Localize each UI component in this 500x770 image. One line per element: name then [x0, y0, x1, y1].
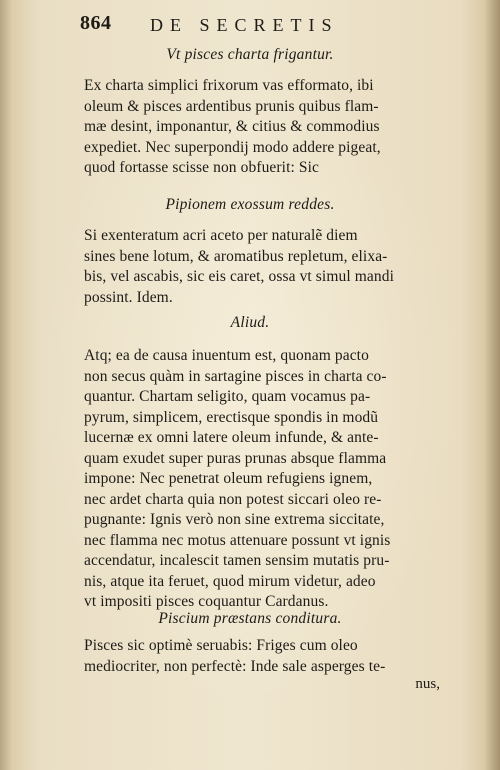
- text-line: nec flamma nec motus attenuare possunt vt ignis: [84, 531, 391, 549]
- section-heading: Aliud.: [230, 314, 270, 331]
- text-line: lucernæ ex omni latere oleum infunde, & ante-: [84, 429, 379, 446]
- text-line: pugnante: Ignis verò non sine extrema siccitate,: [84, 511, 385, 528]
- paragraph: [84, 346, 444, 613]
- text-line: possint. Idem.: [84, 288, 173, 306]
- section-heading: Piscium præstans conditura.: [158, 610, 342, 627]
- text-line: pyrum, simplicem, erectisque spondis in modũ: [84, 408, 379, 426]
- running-head: [80, 12, 465, 38]
- text-line: Atq; ea de causa inuentum est, quonam pacto: [84, 347, 369, 364]
- text-line: oleum & pisces ardentibus prunis quibus flam-: [84, 97, 379, 115]
- paragraph: [84, 76, 444, 179]
- text-line: quantur. Chartam seligito, quam vocamus pa-: [84, 388, 371, 405]
- text-line: vt impositi pisces coquantur Cardanus.: [84, 593, 329, 610]
- paragraph: [84, 636, 444, 677]
- section-heading: Vt pisces charta frigantur.: [166, 46, 334, 63]
- text-line: mæ desint, imponantur, & citius & commodius: [84, 118, 380, 135]
- page-edge-shadow: [484, 0, 500, 770]
- text-line: bis, vel ascabis, sic eis caret, ossa vt simul mandi: [84, 268, 394, 285]
- section-heading: Pipionem exossum reddes.: [165, 196, 335, 213]
- text-line: Ex charta simplici frixorum vas efformato, ibi: [84, 77, 374, 94]
- text-line: quod fortasse scisse non obfuerit: Sic: [84, 159, 319, 176]
- catchword: nus,: [415, 676, 440, 692]
- text-line: nec ardet charta quia non potest siccari oleo re-: [84, 490, 382, 508]
- text-line: Pisces sic optimè seruabis: Friges cum oleo: [84, 637, 358, 654]
- text-line: sines bene lotum, & aromatibus repletum, elixa-: [84, 247, 388, 265]
- text-line: quam exudet super puras prunas absque flamma: [84, 449, 387, 467]
- text-line: non secus quàm in sartagine pisces in charta co-: [84, 367, 387, 385]
- text-line: impone: Nec penetrat oleum refugiens ignem,: [84, 470, 373, 487]
- paragraph: [84, 226, 444, 308]
- text-line: accendatur, incalescit tamen sensim mutatis pru-: [84, 552, 390, 569]
- text-line: mediocriter, non perfectè: Inde sale asperges te-: [84, 657, 386, 675]
- text-line: Si exenteratum acri aceto per naturalẽ diem: [84, 227, 358, 244]
- text-line: nis, atque ita feruet, quod mirum videtur, adeo: [84, 572, 376, 590]
- text-line: expediet. Nec superpondij modo addere pigeat,: [84, 138, 381, 156]
- page-number: 864: [80, 12, 112, 34]
- page-gutter-shadow: [0, 0, 12, 770]
- running-title: DE SECRETIS: [150, 15, 339, 35]
